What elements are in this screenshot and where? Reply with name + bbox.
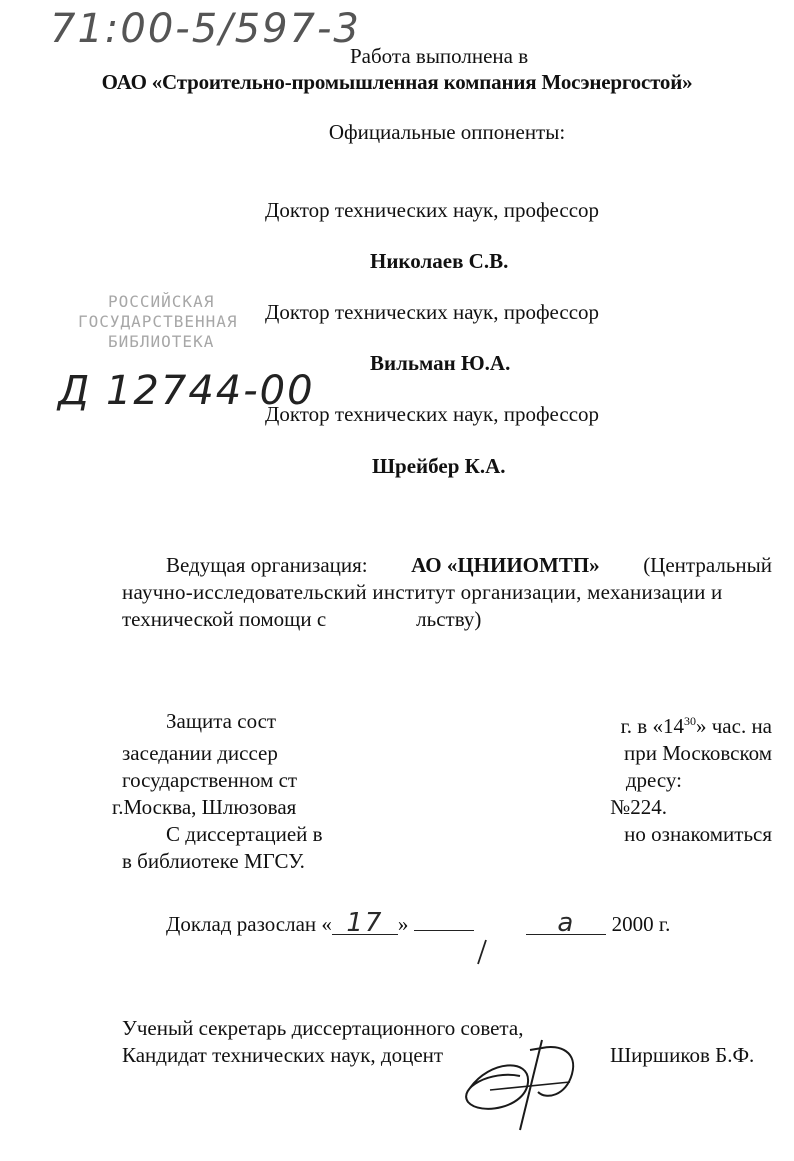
defense-l1-time: [621, 708, 772, 740]
defense-line-5: [122, 821, 772, 848]
signature: [450, 1030, 600, 1140]
sent-date-line: [166, 908, 671, 938]
defense-l4-end: №224.: [610, 795, 667, 819]
leading-org-line1-rest: (Центральный: [643, 553, 772, 577]
defense-paragraph: [112, 708, 772, 875]
defense-line-1: [122, 708, 772, 740]
defense-line-6: в библиотеке МГСУ.: [122, 849, 305, 873]
sent-quote-close: »: [397, 912, 409, 936]
defense-line-2: [122, 740, 772, 767]
leading-org-name: АО «ЦНИИОМТП»: [411, 553, 600, 577]
sent-label: Доклад разослан «: [166, 912, 332, 936]
opponent-1-name: Николаев С.В.: [370, 249, 509, 273]
defense-line-3: [122, 767, 772, 794]
opponent-2-title: Доктор технических наук, профессор: [265, 300, 600, 324]
defense-l4-start: г.Москва, Шлюзовая: [112, 795, 297, 819]
leading-org-line3-start: технической помощи с: [122, 607, 327, 631]
defense-line-4: [112, 794, 772, 821]
leading-organization: [122, 552, 772, 633]
leading-org-line-3: [122, 606, 772, 633]
sent-month: а: [526, 912, 606, 935]
opponent-3-name: Шрейбер К.А.: [372, 454, 506, 478]
defense-l1-sup: 30: [683, 714, 696, 728]
leading-org-line-1: [122, 552, 772, 579]
defense-l1-end: » час. на: [695, 714, 772, 738]
defense-l5-end: но ознакомиться: [624, 822, 772, 846]
sent-day: 17: [332, 912, 398, 935]
defense-l1-mid: г. в «14: [620, 714, 684, 738]
stamp-line-3: БИБЛИОТЕКА: [108, 332, 215, 351]
sent-year: 2000 г.: [611, 912, 671, 936]
defense-l3-start: государственном ст: [122, 768, 298, 792]
opponent-1-title: Доктор технических наук, профессор: [265, 198, 600, 222]
opponents-heading: Официальные оппоненты:: [328, 120, 566, 144]
secretary-role: Ученый секретарь диссертационного совета,: [122, 1016, 524, 1040]
organization-name: ОАО «Строительно-промышленная компания Мосэнергостой»: [101, 70, 693, 94]
defense-l2-end: при Московском: [624, 741, 772, 765]
secretary-name: Ширшиков Б.Ф.: [610, 1043, 755, 1067]
defense-l5-start: С диссертацией в: [166, 822, 323, 846]
leading-org-label: Ведущая организация:: [166, 553, 368, 577]
opponent-2-name: Вильман Ю.А.: [370, 351, 511, 375]
stamp-line-1: РОССИЙСКАЯ: [108, 292, 215, 311]
defense-l3-end: дресу:: [625, 768, 682, 792]
leading-org-line3-end: льству): [416, 607, 482, 631]
date-slash-mark: [472, 938, 492, 968]
defense-l1-start: Защита сост: [166, 709, 277, 733]
leading-org-line-2: научно-исследовательский институт организации, механизации и: [122, 580, 723, 604]
defense-l2-start: заседании диссер: [122, 741, 278, 765]
archive-number: 71:00-5/597-3: [50, 6, 361, 52]
library-stamp: [78, 292, 238, 352]
stamp-line-2: ГОСУДАРСТВЕННАЯ: [78, 312, 238, 331]
work-done-at: Работа выполнена в: [350, 44, 529, 68]
handwritten-number: Д 12744-00: [58, 368, 315, 414]
opponent-3-title: Доктор технических наук, профессор: [265, 402, 600, 426]
secretary-degree: Кандидат технических наук, доцент: [122, 1043, 444, 1067]
